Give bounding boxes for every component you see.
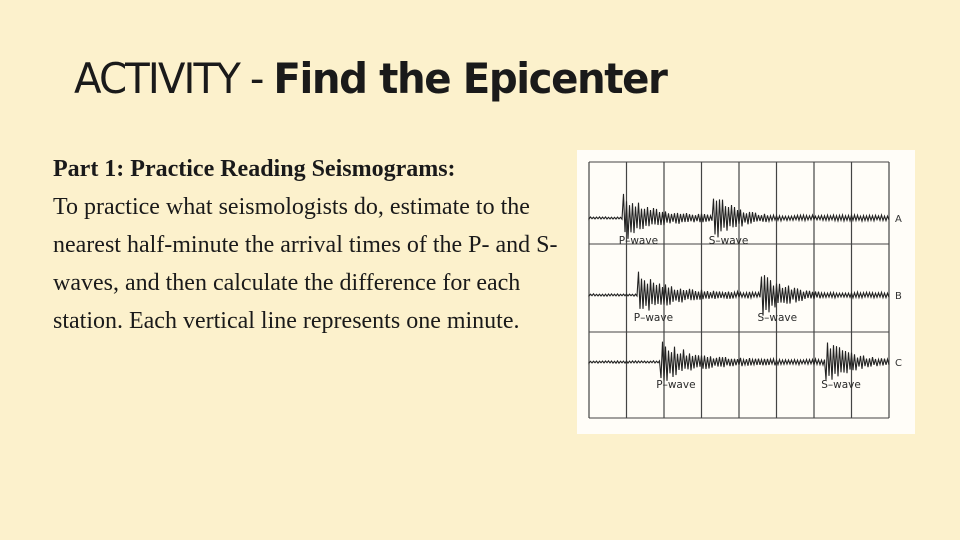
- station-b-name: B: [895, 291, 902, 302]
- instructions-paragraph: To practice what seismologists do, estimate to the nearest half-minute the arrival times of the P- and S-waves, and then calculate the difference for each station. Each vertical line represents one minute.: [53, 194, 558, 334]
- title-prefix: ACTIVITY -: [74, 54, 274, 103]
- slide-title: [74, 54, 666, 103]
- instructions: [53, 150, 573, 340]
- station-a-s-label: S–wave: [708, 235, 749, 247]
- station-c-s-label: S–wave: [821, 379, 861, 391]
- part-heading: Part 1: Practice Reading Seismograms:: [53, 156, 456, 182]
- seismogram-chart: [577, 150, 915, 434]
- station-b-s-label: S–wave: [757, 312, 798, 324]
- seismogram-figure: [577, 150, 915, 434]
- station-a-p-label: P–wave: [618, 235, 659, 247]
- station-c-p-label: P–wave: [656, 379, 696, 391]
- station-b-p-label: P–wave: [633, 312, 674, 324]
- title-main: Find the Epicenter: [273, 54, 667, 103]
- station-c-name: C: [895, 358, 902, 369]
- station-a-name: A: [895, 214, 902, 225]
